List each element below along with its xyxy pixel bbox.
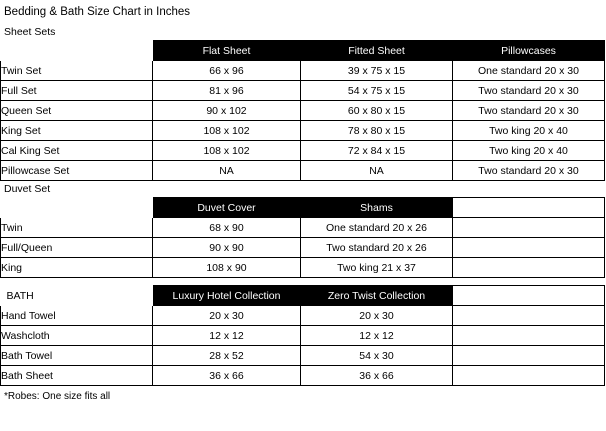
page-title: Bedding & Bath Size Chart in Inches — [4, 6, 191, 18]
table-row — [1, 238, 605, 258]
cell-value: 72 x 84 x 15 — [301, 141, 453, 161]
cell-empty — [453, 306, 605, 326]
cell-value: Two king 20 x 40 — [453, 141, 605, 161]
cell-value: 81 x 96 — [153, 81, 301, 101]
cell-value: Two standard 20 x 30 — [453, 161, 605, 181]
cell-value: 68 x 90 — [153, 218, 301, 238]
table-row — [1, 366, 605, 386]
column-header-bath: BATH — [1, 286, 153, 306]
cell-value: 20 x 30 — [153, 306, 301, 326]
cell-value: 66 x 96 — [153, 61, 301, 81]
cell-value: 90 x 90 — [153, 238, 301, 258]
table-row — [1, 346, 605, 366]
cell-value: Two king 20 x 40 — [453, 121, 605, 141]
cell-empty — [453, 218, 605, 238]
cell-value: Two standard 20 x 30 — [453, 81, 605, 101]
row-label: Cal King Set — [1, 141, 153, 161]
cell-value: 90 x 102 — [153, 101, 301, 121]
column-header-zero-twist-collection: Zero Twist Collection — [301, 286, 453, 306]
cell-value: 60 x 80 x 15 — [301, 101, 453, 121]
table-row — [1, 218, 605, 238]
column-header-flat-sheet: Flat Sheet — [153, 41, 301, 61]
cell-value: Two king 21 x 37 — [301, 258, 453, 278]
column-header-duvet-cover: Duvet Cover — [153, 198, 301, 218]
cell-value: 36 x 66 — [301, 366, 453, 386]
column-header-fitted-sheet: Fitted Sheet — [301, 41, 453, 61]
column-header-blank — [1, 198, 153, 218]
column-header-pillowcases: Pillowcases — [453, 41, 605, 61]
cell-value: NA — [153, 161, 301, 181]
cell-value: 78 x 80 x 15 — [301, 121, 453, 141]
cell-value: Two standard 20 x 30 — [453, 101, 605, 121]
column-header-empty — [453, 198, 605, 218]
table-bath — [0, 285, 605, 386]
footnote: *Robes: One size fits all — [4, 391, 111, 402]
cell-value: Two standard 20 x 26 — [301, 238, 453, 258]
section-label-duvet-set: Duvet Set — [4, 183, 51, 195]
row-label: Hand Towel — [1, 306, 153, 326]
row-label: Twin — [1, 218, 153, 238]
cell-value: 12 x 12 — [301, 326, 453, 346]
row-label: Full Set — [1, 81, 153, 101]
row-label: Pillowcase Set — [1, 161, 153, 181]
table-row — [1, 121, 605, 141]
row-label: Washcloth — [1, 326, 153, 346]
table-row — [1, 326, 605, 346]
cell-empty — [453, 258, 605, 278]
cell-empty — [453, 326, 605, 346]
cell-value: 36 x 66 — [153, 366, 301, 386]
table-row — [1, 258, 605, 278]
table-row — [1, 141, 605, 161]
column-header-luxury-hotel-collection: Luxury Hotel Collection — [153, 286, 301, 306]
cell-value: 39 x 75 x 15 — [301, 61, 453, 81]
cell-value: 54 x 75 x 15 — [301, 81, 453, 101]
cell-value: 20 x 30 — [301, 306, 453, 326]
table-row — [1, 81, 605, 101]
cell-empty — [453, 366, 605, 386]
table-sheet-sets — [0, 40, 605, 181]
table-header-row — [1, 198, 605, 218]
cell-value: 108 x 90 — [153, 258, 301, 278]
cell-value: NA — [301, 161, 453, 181]
cell-value: One standard 20 x 30 — [453, 61, 605, 81]
row-label: King — [1, 258, 153, 278]
column-header-empty — [453, 286, 605, 306]
cell-empty — [453, 238, 605, 258]
table-row — [1, 101, 605, 121]
cell-value: 28 x 52 — [153, 346, 301, 366]
cell-value: 54 x 30 — [301, 346, 453, 366]
table-row — [1, 61, 605, 81]
row-label: King Set — [1, 121, 153, 141]
table-row — [1, 161, 605, 181]
cell-empty — [453, 346, 605, 366]
column-header-blank — [1, 41, 153, 61]
cell-value: One standard 20 x 26 — [301, 218, 453, 238]
section-label-sheet-sets: Sheet Sets — [4, 26, 56, 38]
cell-value: 108 x 102 — [153, 121, 301, 141]
table-row — [1, 306, 605, 326]
table-duvet-set — [0, 197, 605, 278]
table-header-row — [1, 41, 605, 61]
table-header-row — [1, 286, 605, 306]
cell-value: 12 x 12 — [153, 326, 301, 346]
row-label: Twin Set — [1, 61, 153, 81]
row-label: Full/Queen — [1, 238, 153, 258]
section-spacer — [0, 278, 606, 285]
cell-value: 108 x 102 — [153, 141, 301, 161]
row-label: Queen Set — [1, 101, 153, 121]
column-header-shams: Shams — [301, 198, 453, 218]
row-label: Bath Towel — [1, 346, 153, 366]
row-label: Bath Sheet — [1, 366, 153, 386]
